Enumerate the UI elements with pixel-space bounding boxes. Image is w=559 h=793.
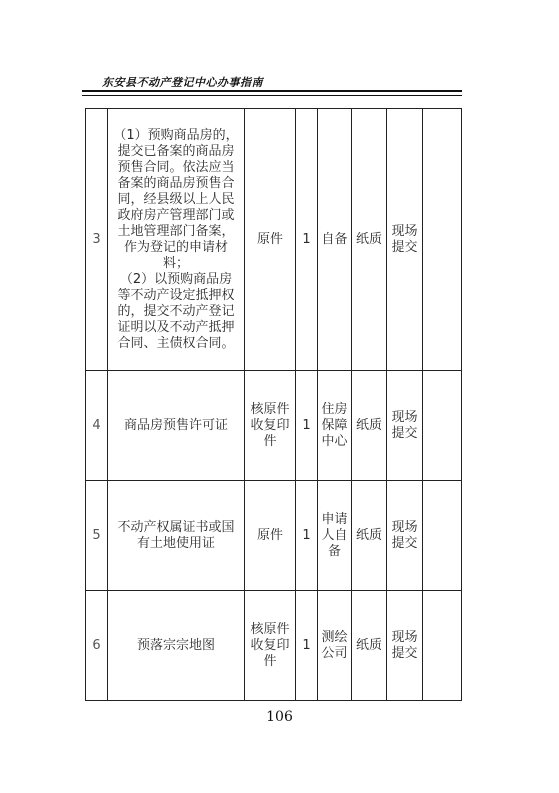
submit-method-cell-text: 现场 提交 xyxy=(391,409,418,441)
material-name-line: 不动产权属证书或国 xyxy=(117,519,235,535)
table-row xyxy=(86,481,462,591)
table-row xyxy=(86,109,462,371)
note-cell xyxy=(423,481,462,591)
source-cell xyxy=(318,481,352,591)
source-cell xyxy=(318,371,352,481)
header-rule-thick xyxy=(82,90,462,92)
copies-cell: 1 xyxy=(296,481,318,591)
note-cell xyxy=(423,591,462,701)
material-name-line: （2）以预购商品房 xyxy=(119,271,233,287)
material-name-line: 的，提交不动产登记 xyxy=(117,303,235,319)
material-type-cell xyxy=(245,109,296,371)
table-row xyxy=(86,591,462,701)
submit-method-cell-text: 现场 提交 xyxy=(391,519,418,551)
material-name-line: 料； xyxy=(162,255,189,271)
material-type-cell-text: 核原件 收复印 件 xyxy=(250,401,290,449)
copies-cell: 1 xyxy=(296,109,318,371)
page-number: 106 xyxy=(266,709,293,725)
material-name-line: 政府房产管理部门或 xyxy=(117,207,235,223)
material-name-line: 等不动产设定抵押权 xyxy=(117,287,235,303)
material-type-cell xyxy=(245,371,296,481)
material-name-line: （1）预购商品房的， xyxy=(113,127,239,143)
material-name-cell xyxy=(108,371,245,481)
material-name-cell xyxy=(108,109,245,371)
medium-cell: 纸质 xyxy=(352,591,387,701)
material-name-line: 同，经县级以上人民 xyxy=(117,191,235,207)
material-name-line: 土地管理部门备案， xyxy=(117,223,235,239)
table-body xyxy=(86,109,462,701)
material-name-line: 有土地使用证 xyxy=(136,535,215,551)
medium-cell: 纸质 xyxy=(352,371,387,481)
source-cell-text: 测绘 公司 xyxy=(321,629,348,661)
material-name-line: 预落宗宗地图 xyxy=(136,637,215,653)
material-name-line: 提交已备案的商品房 xyxy=(117,143,235,159)
material-name-line: 合同、主债权合同。 xyxy=(117,335,235,351)
submit-method-cell-text: 现场 提交 xyxy=(391,223,418,255)
header-rule-thin xyxy=(82,95,462,96)
medium-cell: 纸质 xyxy=(352,481,387,591)
submit-method-cell xyxy=(387,591,423,701)
note-cell xyxy=(423,371,462,481)
copies-cell: 1 xyxy=(296,591,318,701)
submit-method-cell xyxy=(387,109,423,371)
row-number-cell: 4 xyxy=(86,371,108,481)
material-type-cell xyxy=(245,481,296,591)
material-name-cell xyxy=(108,481,245,591)
source-cell-text: 申请 人自 备 xyxy=(321,511,348,559)
material-type-cell xyxy=(245,591,296,701)
source-cell xyxy=(318,591,352,701)
submit-method-cell xyxy=(387,371,423,481)
material-name-cell xyxy=(108,591,245,701)
material-type-cell-text: 原件 xyxy=(256,231,283,247)
note-cell xyxy=(423,109,462,371)
material-name-line: 预售合同。依法应当 xyxy=(117,159,235,175)
source-cell xyxy=(318,109,352,371)
material-type-cell-text: 原件 xyxy=(256,527,283,543)
medium-cell: 纸质 xyxy=(352,109,387,371)
material-type-cell-text: 核原件 收复印 件 xyxy=(250,621,290,669)
row-number-cell: 3 xyxy=(86,109,108,371)
table-row xyxy=(86,371,462,481)
submit-method-cell xyxy=(387,481,423,591)
copies-cell: 1 xyxy=(296,371,318,481)
material-name-line: 商品房预售许可证 xyxy=(123,417,228,433)
row-number-cell: 6 xyxy=(86,591,108,701)
row-number-cell: 5 xyxy=(86,481,108,591)
material-name-line: 证明以及不动产抵押 xyxy=(117,319,235,335)
page-header-title: 东安县不动产登记中心办事指南 xyxy=(102,76,263,89)
materials-table xyxy=(85,108,462,701)
source-cell-text: 自备 xyxy=(321,231,348,247)
material-name-line: 作为登记的申请材 xyxy=(123,239,228,255)
source-cell-text: 住房 保障 中心 xyxy=(321,401,348,449)
submit-method-cell-text: 现场 提交 xyxy=(391,629,418,661)
material-name-line: 备案的商品房预售合 xyxy=(117,175,235,191)
